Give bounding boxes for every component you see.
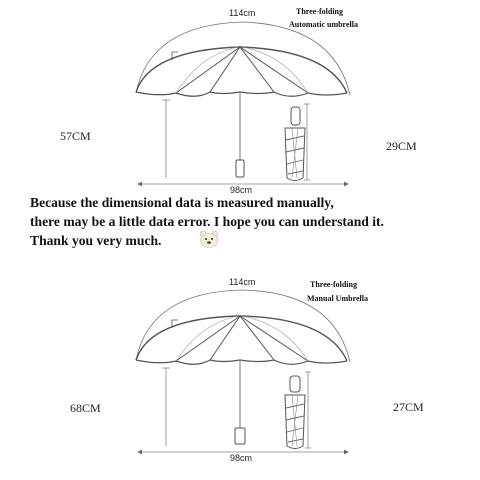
note-line-3: Thank you very much. <box>30 233 162 248</box>
measurement-note <box>30 193 480 250</box>
bottom-width-label: 114cm <box>229 277 256 287</box>
top-folded-label: 29CM <box>386 139 417 153</box>
top-title-line1: Three-folding <box>296 7 343 16</box>
top-base-label: 98cm <box>230 185 253 195</box>
note-line-1: Because the dimensional data is measured manually, <box>30 195 334 210</box>
bottom-title-line1: Three-folding <box>310 280 357 289</box>
top-width-label: 114cm <box>229 8 256 18</box>
bear-face-icon <box>198 229 220 249</box>
top-umbrella <box>60 7 417 195</box>
top-canopy-edge <box>136 92 347 96</box>
top-handle <box>236 160 244 177</box>
note-line-2: there may be a little data error. I hope you can understand it. <box>30 214 384 229</box>
bottom-umbrella <box>70 277 424 463</box>
top-width-arc <box>136 22 350 95</box>
top-title-line2: Automatic umbrella <box>289 20 358 29</box>
bottom-base-label: 98cm <box>230 453 253 463</box>
bottom-canopy-edge <box>136 360 347 364</box>
bottom-canopy <box>136 316 347 361</box>
top-height-label: 57CM <box>60 129 91 143</box>
bottom-handle <box>235 428 245 444</box>
top-folded-umbrella <box>285 104 310 181</box>
bottom-title-line2: Manual Umbrella <box>307 294 368 303</box>
top-canopy <box>136 47 347 93</box>
bottom-folded-umbrella <box>285 372 311 449</box>
bottom-folded-label: 27CM <box>393 400 424 414</box>
bottom-height-label: 68CM <box>70 401 101 415</box>
